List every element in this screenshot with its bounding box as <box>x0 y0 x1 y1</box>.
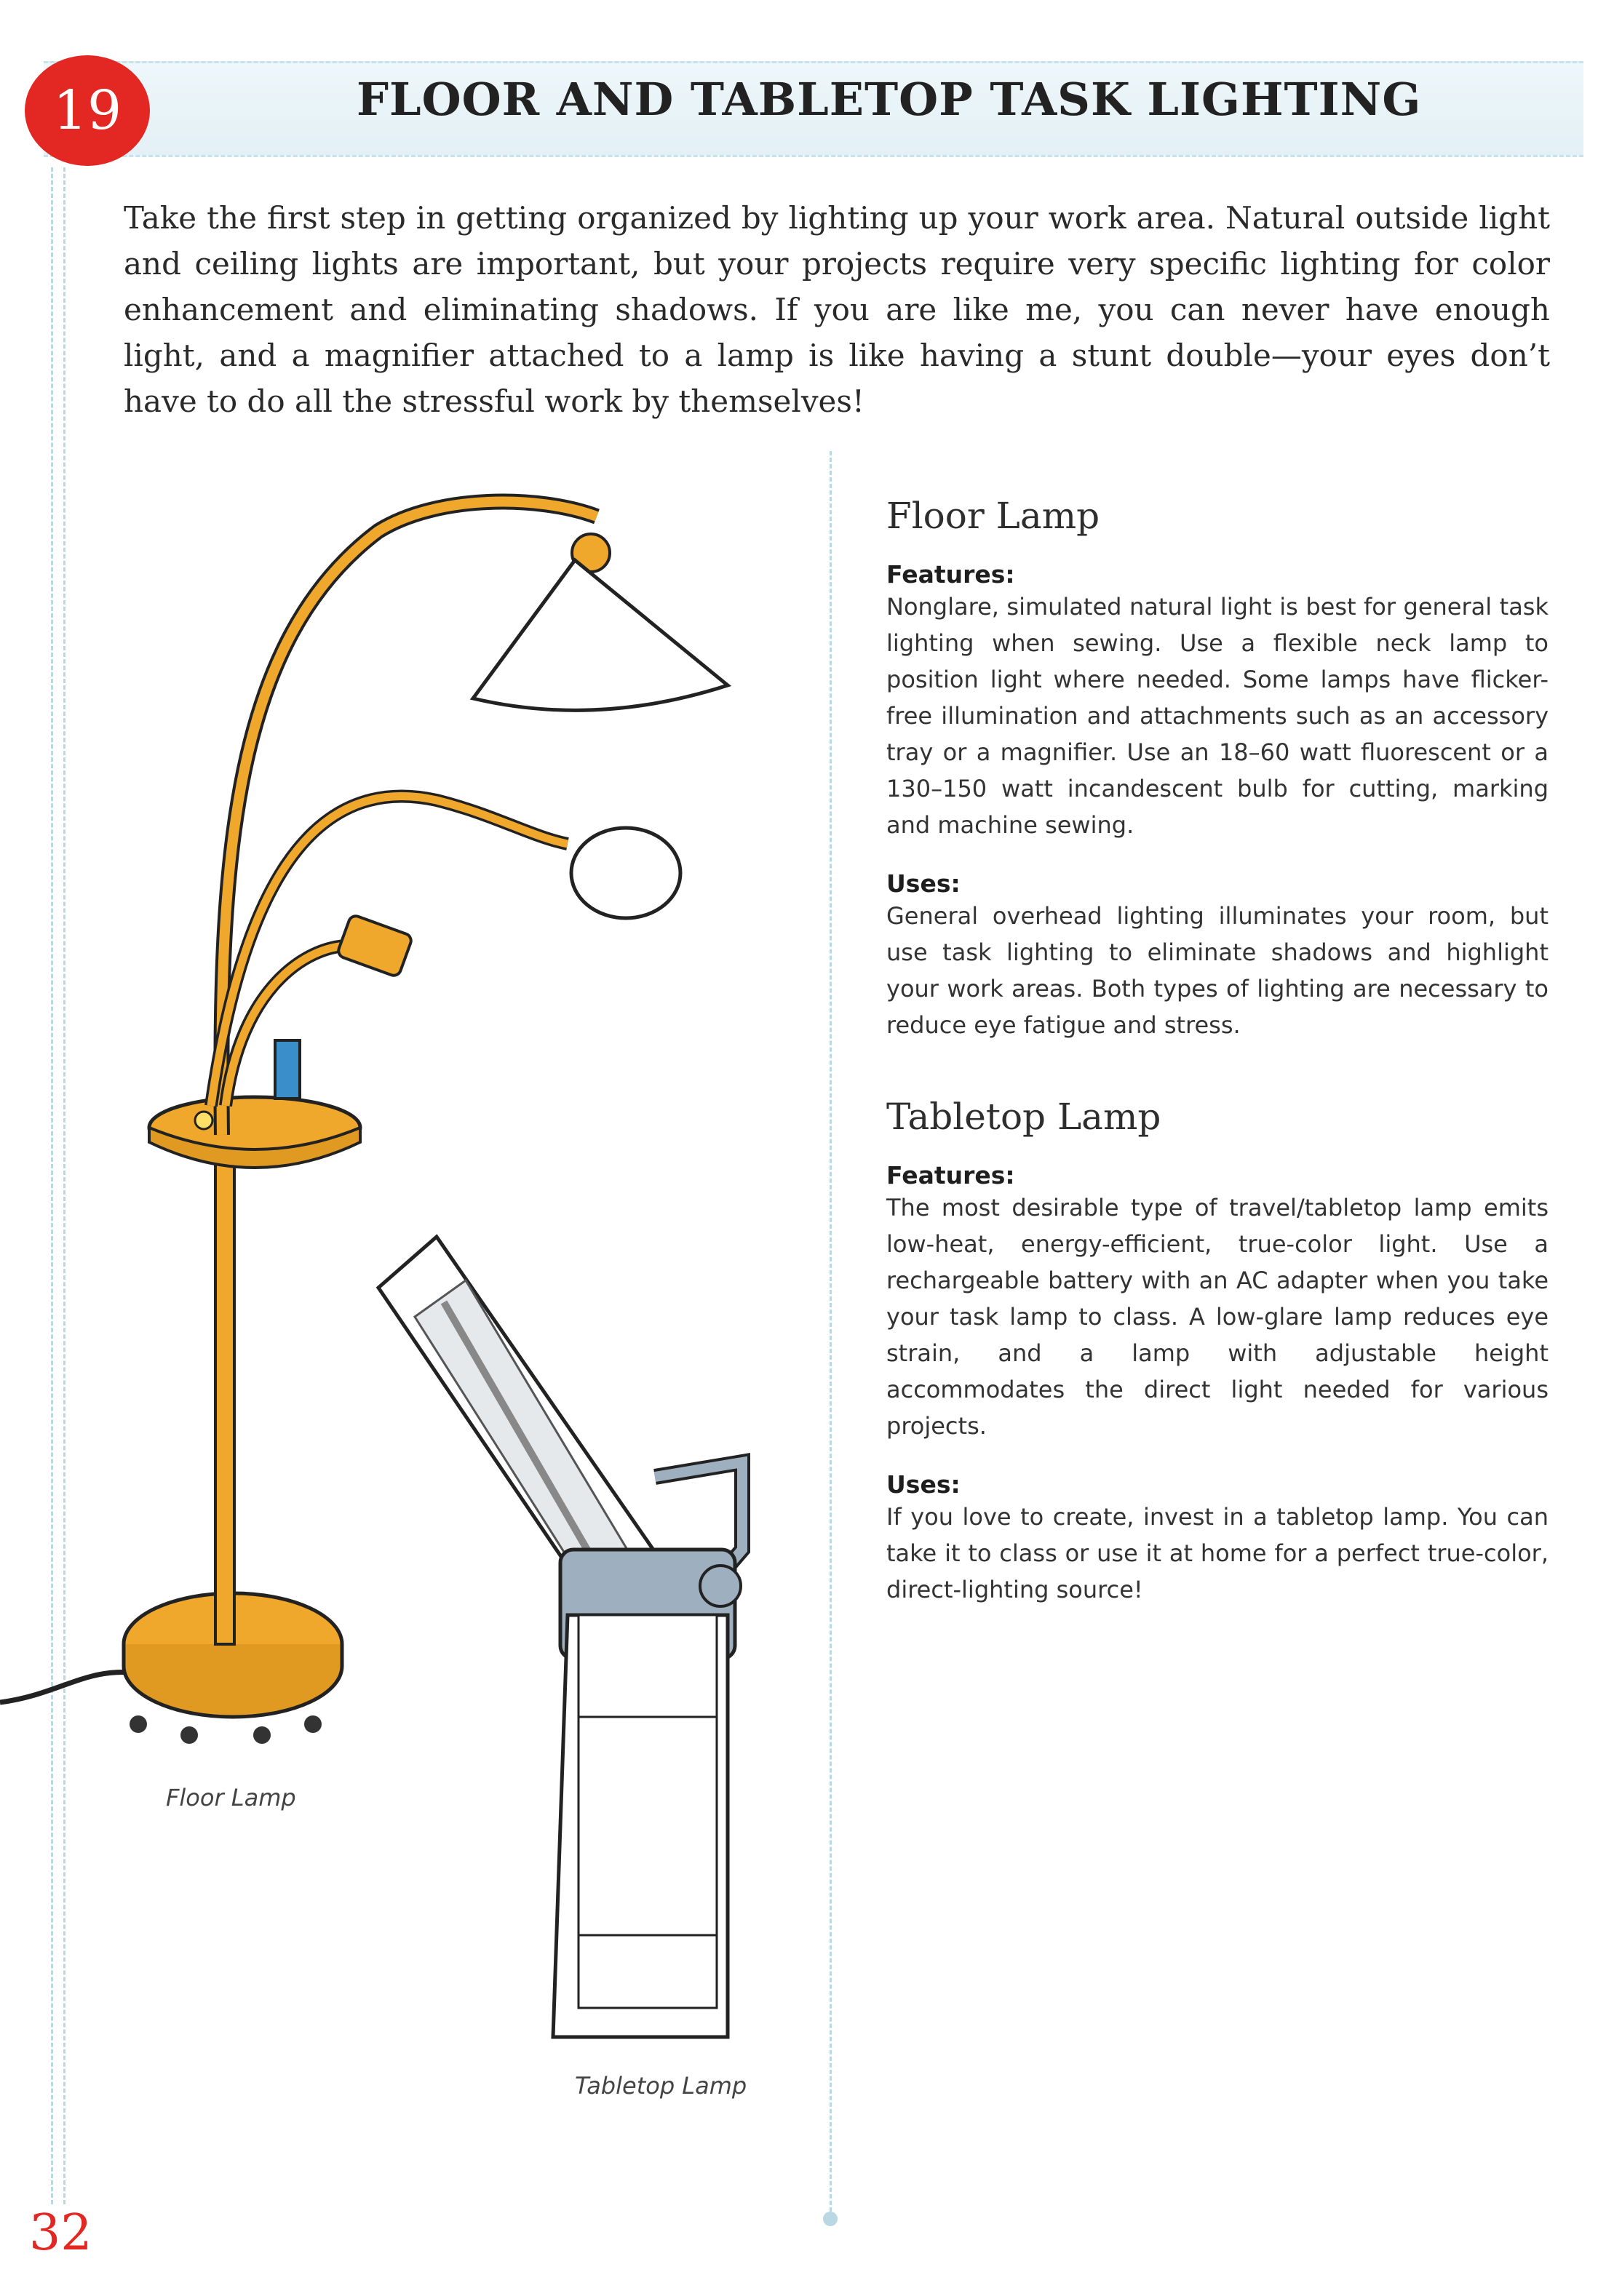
column-divider <box>830 451 832 2212</box>
tabletop-lamp-uses-text: If you love to create, invest in a tabletop lamp. You can take it to class or use it at home for a perfect true-color, direct-lighting source! <box>886 1503 1549 1603</box>
tabletop-lamp-features-text: The most desirable type of travel/tabletop lamp emits low-heat, energy-efficient, true-color light. Use a rechargeable battery with an AC adapter when you take your task lamp to class. A low-glare lamp reduces eye strain, and a lamp with adjustable height accommodates the direct light needed for various projects. <box>886 1194 1549 1440</box>
divider-end-dot <box>823 2212 838 2226</box>
floor-lamp-caption: Floor Lamp <box>166 1784 296 1811</box>
floor-lamp-features-label: Features: <box>886 560 1015 589</box>
intro-paragraph: Take the first step in getting organized by lighting up your work area. Natural outside light and ceiling lights are important, but your projects require very specific lighting for color enhancement and eliminating shadows. If you are like me, you can never have enough light, and a magnifier attached to a lamp is like having a stunt double—your eyes don’t have to do all the stressful work by themselves! <box>124 200 1550 419</box>
page-number: 32 <box>29 2204 92 2262</box>
floor-lamp-uses-text: General overhead lighting illuminates your room, but use task lighting to eliminate shadows and highlight your work areas. Both types of lighting are necessary to reduce eye fatigue and stress. <box>886 902 1549 1039</box>
tabletop-lamp-uses-label: Uses: <box>886 1470 961 1499</box>
floor-lamp-uses-label: Uses: <box>886 869 961 898</box>
floor-lamp-features-text: Nonglare, simulated natural light is best for general task lighting when sewing. Use a flexible neck lamp to position light where needed. Some lamps have flicker-free illumination and attachments such as an accessory tray or a magnifier. Use an 18–60 watt fluorescent or a 130–150 watt incandescent bulb for cutting, marking and machine sewing. <box>886 593 1549 839</box>
tabletop-lamp-caption: Tabletop Lamp <box>575 2072 747 2100</box>
tabletop-lamp-features-label: Features: <box>886 1161 1015 1189</box>
floor-lamp-heading: Floor Lamp <box>886 495 1100 537</box>
chapter-badge: 19 <box>25 55 150 166</box>
tabletop-lamp-heading: Tabletop Lamp <box>886 1096 1161 1138</box>
tabletop-lamp-illustration <box>364 1237 786 2052</box>
page-title: FLOOR AND TABLETOP TASK LIGHTING <box>357 73 1422 126</box>
floor-lamp-section <box>886 495 1549 1043</box>
tabletop-lamp-section <box>886 1096 1549 1608</box>
